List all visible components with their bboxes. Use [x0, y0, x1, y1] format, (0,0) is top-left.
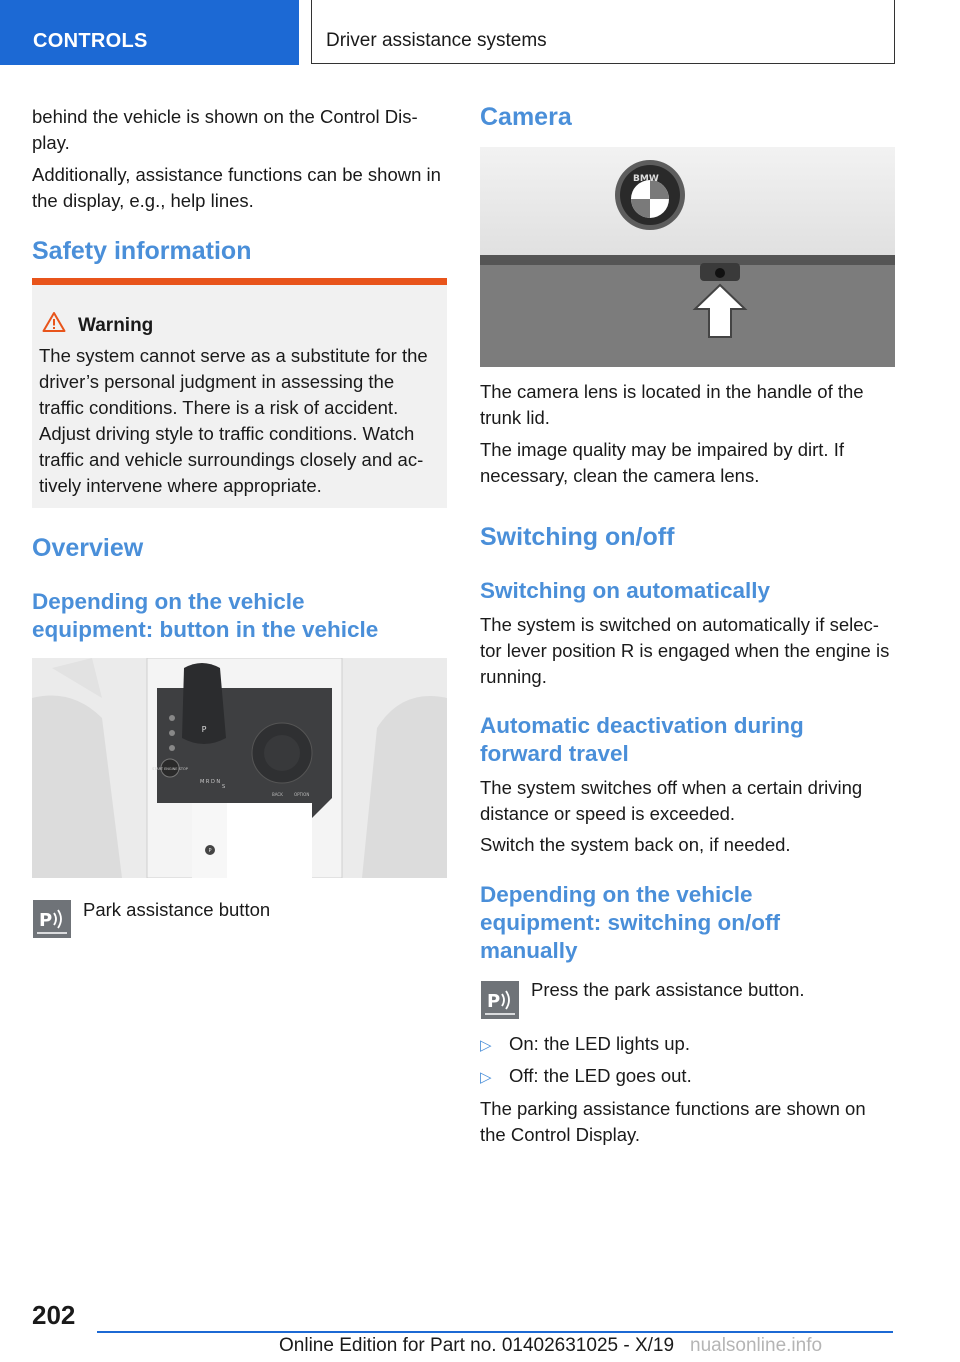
- back-label: BACK: [272, 792, 283, 797]
- parking-brake-label: P: [208, 848, 212, 854]
- park-assist-caption: Park assistance button: [83, 899, 271, 920]
- gear-p-label: P: [201, 725, 207, 734]
- deactivation-paragraph-2: Switch the system back on, if needed.: [480, 834, 791, 855]
- bmw-logo-letters: BMW: [633, 174, 659, 184]
- warning-title: Warning: [78, 315, 154, 336]
- section-tab: [0, 0, 299, 65]
- footer-rule: [97, 1331, 893, 1333]
- chapter-label: Driver assistance systems: [326, 30, 547, 51]
- warning-body: The system cannot serve as a substitute for the driver’s personal judgment in assessing the traffic conditions. There is a risk of accident. Adjust driving style to traffic conditions. Watch traffic and vehicle surroundings closely and ac-tively intervene where appropriate.: [39, 345, 428, 496]
- chapter-tab: [311, 0, 895, 64]
- deactivation-paragraph-1: The system switches off when a certain driving distance or speed is exceeded.: [480, 777, 863, 824]
- camera-location-image: [480, 147, 895, 367]
- safety-heading: Safety information: [32, 237, 252, 265]
- deactivation-heading: Automatic deactivation during forward travel: [480, 713, 804, 766]
- intro-paragraph-1: behind the vehicle is shown on the Control Dis- play.: [32, 106, 418, 153]
- switching-heading: Switching on/off: [480, 523, 675, 551]
- camera-heading: Camera: [480, 103, 572, 131]
- bullet-item-on: [480, 1033, 690, 1055]
- camera-paragraph-2: The image quality may be impaired by dirt. If necessary, clean the camera lens.: [480, 439, 844, 486]
- edition-text: Online Edition for Part no. 01402631025 - X/19: [279, 1335, 675, 1356]
- park-assist-button-icon-2: [481, 981, 519, 1019]
- final-paragraph: The parking assistance functions are shown on the Control Display.: [480, 1098, 866, 1145]
- section-label: CONTROLS: [33, 30, 148, 52]
- gear-positions-label: M R D N: [200, 779, 221, 785]
- park-assist-button-icon: [33, 900, 71, 938]
- overview-heading: Overview: [32, 534, 144, 562]
- option-label: OPTION: [294, 792, 310, 797]
- triangle-bullet-icon: ▷: [480, 1069, 492, 1086]
- camera-paragraph-1: The camera lens is located in the handle of the trunk lid.: [480, 381, 864, 428]
- button-heading: Depending on the vehicle equipment: button in the vehicle: [32, 589, 379, 642]
- camera-illustration: [480, 147, 895, 367]
- center-console-illustration: [32, 658, 447, 878]
- watermark: nualsonline.info: [690, 1335, 823, 1356]
- auto-on-heading: Switching on automatically: [480, 578, 771, 603]
- warning-box: [32, 278, 447, 508]
- page-number: 202: [32, 1300, 76, 1330]
- sport-label: S: [222, 784, 226, 790]
- warning-icon: [42, 311, 66, 333]
- bullet-item-off: [480, 1065, 692, 1087]
- start-stop-label: START ENGINE STOP: [152, 767, 188, 771]
- bullet-text-off: Off: the LED goes out.: [509, 1065, 692, 1086]
- manual-heading: Depending on the vehicle equipment: switching on/off manually: [480, 882, 780, 963]
- triangle-bullet-icon: ▷: [480, 1037, 492, 1054]
- svg-text:P: P: [39, 910, 53, 931]
- bullet-text-on: On: the LED lights up.: [509, 1033, 690, 1054]
- auto-on-paragraph: The system is switched on automatically if selec-tor lever position R is engaged when the engine is running.: [480, 614, 890, 687]
- center-console-image: [32, 658, 447, 878]
- svg-text:P: P: [487, 991, 501, 1012]
- manual-instruction: Press the park assistance button.: [531, 979, 805, 1000]
- intro-paragraph-2: Additionally, assistance functions can be shown in the display, e.g., help lines.: [32, 164, 441, 211]
